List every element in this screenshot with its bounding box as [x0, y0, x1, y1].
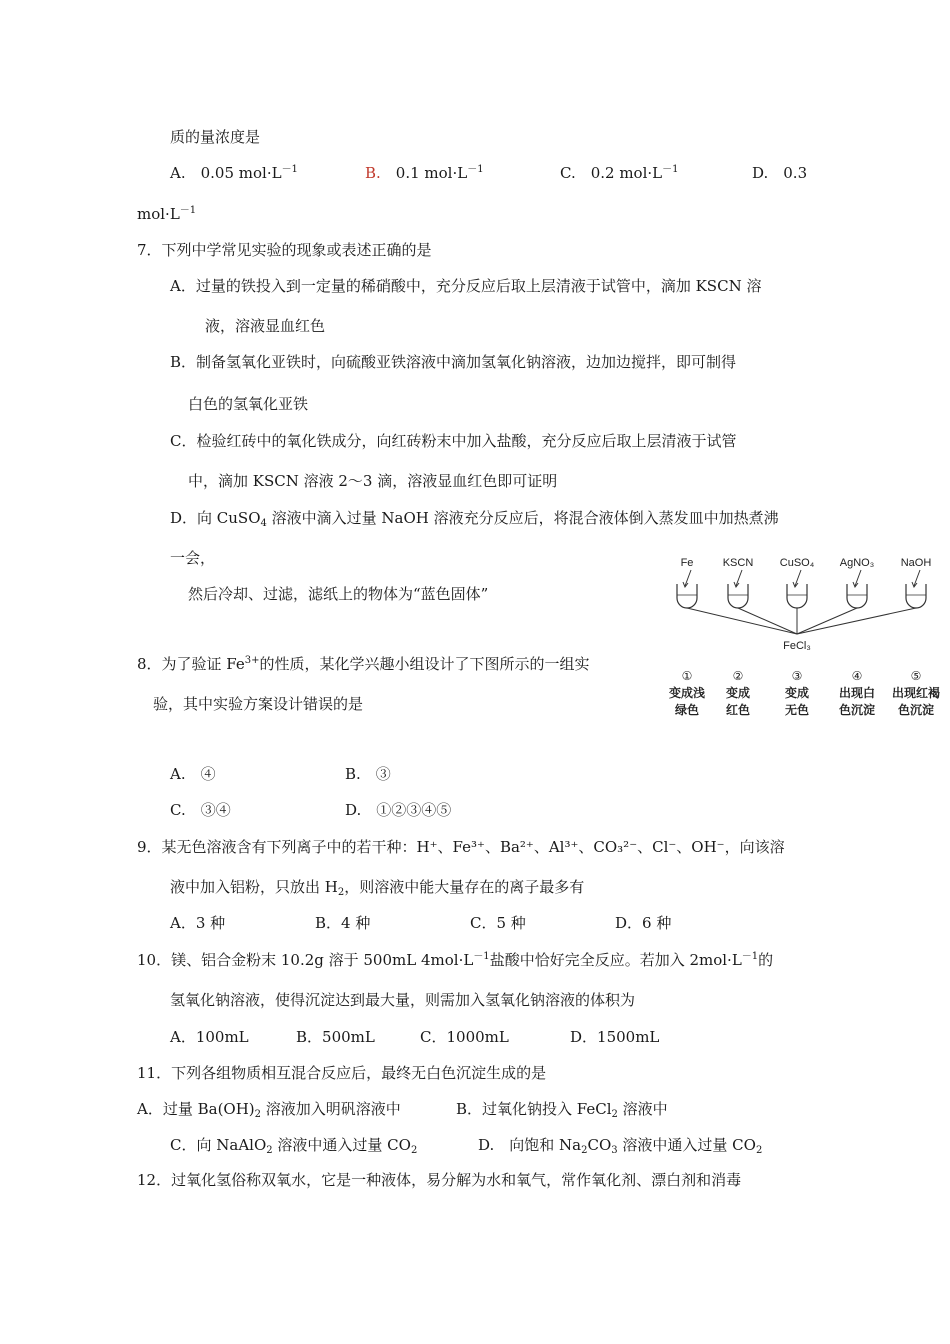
- q6-continuation: 质的量浓度是: [170, 128, 261, 146]
- connector-line: [797, 608, 916, 634]
- result-text: 变成浅: [668, 686, 706, 700]
- q10-option-b: B．500mL: [296, 1028, 375, 1046]
- result-text: 红色: [725, 703, 751, 717]
- q7-option-c-line1: C．检验红砖中的氧化铁成分，向红砖粉末中加入盐酸，充分反应后取上层清液于试管: [170, 432, 737, 450]
- result-text: 变成: [784, 686, 810, 700]
- q10-stem-line2: 氢氧化钠溶液，使得沉淀达到最大量，则需加入氢氧化钠溶液的体积为: [170, 991, 636, 1009]
- result-number: ③: [791, 669, 803, 683]
- test-tube: [728, 584, 748, 608]
- q7-option-d-line1: D．向 CuSO$_4$ 溶液中滴入过量 NaOH 溶液充分反应后，将混合液体倒入蒸发皿中加热煮沸: [170, 509, 779, 529]
- experiment-diagram: [660, 552, 945, 727]
- connector-line: [797, 608, 857, 634]
- q9-stem-line1: 9．某无色溶液含有下列离子中的若干种：H⁺、Fe³⁺、Ba²⁺、Al³⁺、CO₃²⁻、Cl⁻、OH⁻，向该溶: [137, 838, 785, 856]
- result-text: 色沉淀: [897, 703, 935, 717]
- q11-option-d: D. 向饱和 $Na_2CO_3$ 溶液中通入过量 $CO_2$: [478, 1136, 763, 1156]
- reagent-label: CuSO₄: [779, 557, 815, 569]
- q10-option-c: C．1000mL: [420, 1028, 509, 1046]
- q12-stem: 12．过氧化氢俗称双氧水，它是一种液体，易分解为水和氧气，常作氧化剂、漂白剂和消毒: [137, 1171, 742, 1189]
- q7-stem: 7．下列中学常见实验的现象或表述正确的是: [137, 241, 432, 259]
- q8-stem-line1: 8．为了验证 $Fe^{3+}$的性质，某化学兴趣小组设计了下图所示的一组实: [137, 655, 590, 673]
- q6-option-a: A. 0.05 $mol\cdot L^{-1}$: [170, 164, 298, 182]
- q9-option-c: C．5 种: [470, 914, 526, 932]
- result-number: ①: [681, 669, 693, 683]
- q11-option-a: A．过量 $Ba(OH)_2$ 溶液加入明矾溶液中: [137, 1100, 401, 1120]
- result-text: 出现红褐: [891, 686, 941, 700]
- q7-option-a-line2: 液，溶液显血红色: [205, 317, 326, 335]
- q9-option-b: B．4 种: [315, 914, 371, 932]
- reagent-label: AgNO₃: [839, 557, 875, 569]
- q10-stem-line1: 10．镁、铝合金粉末 10.2g 溶于 500mL $4mol\cdot L^{-1}$盐酸中恰好完全反应。若加入 $2mol\cdot L^{-1}$的: [137, 951, 774, 969]
- reagent-label: Fe: [680, 557, 694, 569]
- q7-option-a-line1: A．过量的铁投入到一定量的稀硝酸中，充分反应后取上层清液于试管中，滴加 KSCN 溶: [170, 277, 762, 295]
- q6-option-d-unit: $mol\cdot L^{-1}$: [137, 205, 197, 223]
- q6-option-c: C. 0.2 $mol\cdot L^{-1}$: [560, 164, 679, 182]
- q8-option-c: C. ③④: [170, 801, 231, 819]
- result-text: 色沉淀: [838, 703, 876, 717]
- q11-option-c: C．向 NaAlO$_2$ 溶液中通入过量 $CO_2$: [170, 1136, 418, 1156]
- center-reagent-label: FeCl₃: [783, 640, 811, 652]
- q7-option-b-line2: 白色的氢氧化亚铁: [188, 395, 309, 413]
- reagent-label: NaOH: [900, 557, 932, 569]
- q10-option-a: A．100mL: [170, 1028, 249, 1046]
- test-tube: [677, 584, 697, 608]
- result-text: 绿色: [674, 703, 700, 717]
- q8-option-b: B. ③: [345, 765, 391, 783]
- test-tube: [906, 584, 926, 608]
- connector-line: [687, 608, 797, 634]
- q6-option-b: B. 0.1 $mol\cdot L^{-1}$: [365, 164, 484, 182]
- q7-option-b-line1: B．制备氢氧化亚铁时，向硫酸亚铁溶液中滴加氢氧化钠溶液，边加边搅拌，即可制得: [170, 353, 737, 371]
- result-number: ⑤: [910, 669, 922, 683]
- result-text: 出现白: [838, 686, 876, 700]
- test-tube: [847, 584, 867, 608]
- connector-line: [738, 608, 797, 634]
- test-tube: [787, 584, 807, 608]
- result-text: 变成: [725, 686, 751, 700]
- q6-option-b-marker: B.: [365, 164, 381, 182]
- q8-option-a: A. ④: [170, 765, 216, 783]
- q9-option-d: D．6 种: [615, 914, 672, 932]
- result-number: ④: [851, 669, 863, 683]
- q9-option-a: A．3 种: [170, 914, 226, 932]
- q11-option-b: B．过氧化钠投入 FeCl$_2$ 溶液中: [456, 1100, 668, 1120]
- q6-option-d: D. 0.3: [752, 164, 808, 182]
- q7-option-d-line2: 一会，: [170, 549, 216, 567]
- q7-option-c-line2: 中，滴加 KSCN 溶液 2～3 滴，溶液显血红色即可证明: [188, 472, 558, 490]
- q9-stem-line2: 液中加入铝粉，只放出 $H_2$，则溶液中能大量存在的离子最多有: [170, 878, 585, 898]
- reagent-label: KSCN: [722, 557, 754, 569]
- result-number: ②: [732, 669, 744, 683]
- q10-option-d: D．1500mL: [570, 1028, 660, 1046]
- q11-stem: 11．下列各组物质相互混合反应后，最终无白色沉淀生成的是: [137, 1064, 547, 1082]
- q8-stem-line2: 验，其中实验方案设计错误的是: [153, 695, 364, 713]
- result-text: 无色: [784, 703, 810, 717]
- q7-option-d-line3: 然后冷却、过滤，滤纸上的物体为“蓝色固体”: [188, 585, 489, 603]
- q8-option-d: D. ①②③④⑤: [345, 801, 452, 819]
